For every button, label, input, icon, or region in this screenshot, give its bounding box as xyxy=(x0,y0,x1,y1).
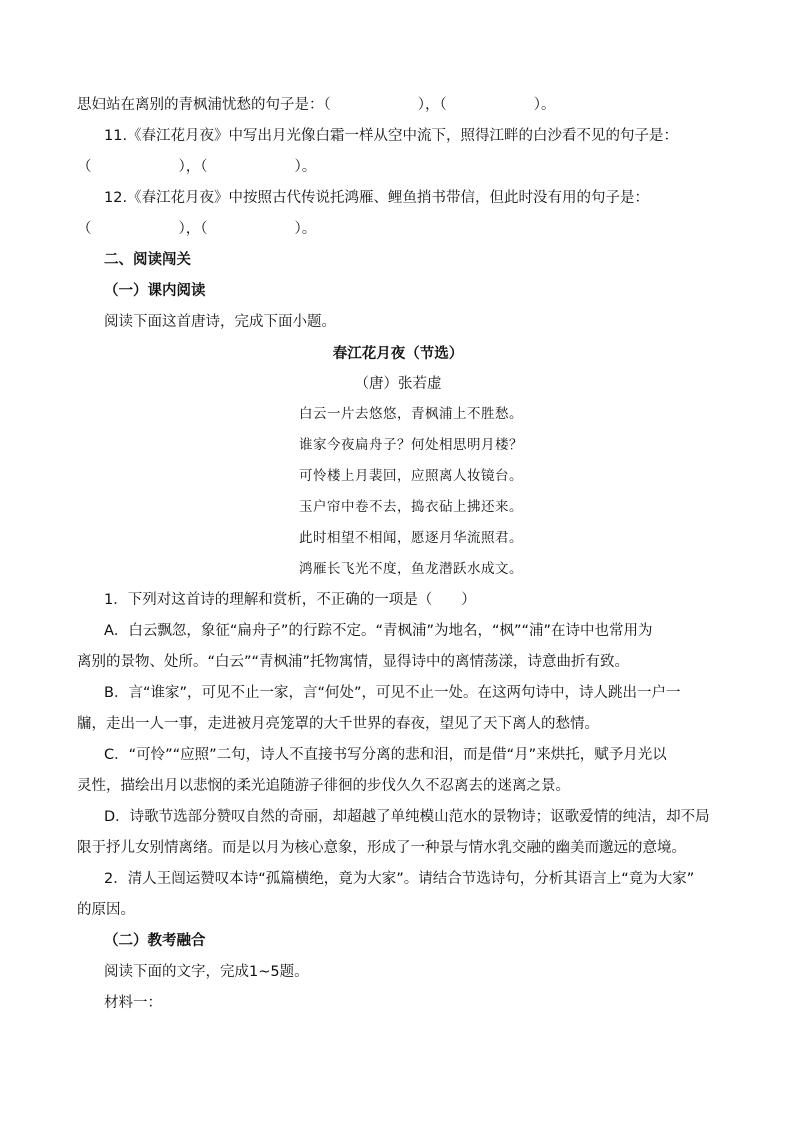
poem-body xyxy=(77,399,719,585)
question-2-continuation: 的原因。 xyxy=(77,902,135,918)
option-a: A．白云飘忽，象征“扁舟子”的行踪不定。“青枫浦”为地名，“枫”“浦”在诗中也常用为 xyxy=(104,623,653,639)
poem-line: 谁家今夜扁舟子？何处相思明月楼？ xyxy=(299,437,523,453)
option-c-continuation: 灵性，描绘出月以悲悯的柔光追随游子徘徊的步伐久久不忍离去的迷离之景。 xyxy=(77,778,570,794)
fill-question-11-blanks: （ ），（ ）。 xyxy=(77,159,317,175)
section-heading: 二、阅读闯关 xyxy=(104,252,191,268)
question-1: 1．下列对这首诗的理解和赏析，不正确的一项是（ ） xyxy=(104,592,476,608)
reading-instruction: 阅读下面这首唐诗，完成下面小题。 xyxy=(104,314,336,330)
option-c: C．“可怜”“应照”二句，诗人不直接书写分离的悲和泪，而是借“月”来烘托，赋予月光以 xyxy=(104,747,667,763)
option-d-continuation: 限于抒儿女别情离绪。而是以月为核心意象，形成了一种景与情水乳交融的幽美而邈远的意境。 xyxy=(77,840,686,856)
poem-line: 白云一片去悠悠，青枫浦上不胜愁。 xyxy=(299,406,523,422)
material-label: 材料一： xyxy=(104,995,162,1011)
page-content xyxy=(77,90,719,1019)
option-b: B．言“谁家”，可见不止一家，言“何处”，可见不止一处。在这两句诗中，诗人跳出一户一 xyxy=(104,685,681,701)
option-b-continuation: 牖，走出一人一事，走进被月亮笼罩的大千世界的春夜，望见了天下离人的愁情。 xyxy=(77,716,599,732)
subsection-heading-2: （二）教考融合 xyxy=(104,933,206,949)
poem-author: （唐）张若虚 xyxy=(354,376,442,392)
option-d: D．诗歌节选部分赞叹自然的奇丽，却超越了单纯模山范水的景物诗；讴歌爱情的纯洁，却不局 xyxy=(104,809,710,825)
subsection-heading-1: （一）课内阅读 xyxy=(104,283,206,299)
fill-question-10-continuation: 思妇站在离别的青枫浦忧愁的句子是：（ ），（ ）。 xyxy=(77,97,556,113)
fill-question-11: 11.《春江花月夜》中写出月光像白霜一样从空中流下，照得江畔的白沙看不见的句子是： xyxy=(104,128,679,144)
fill-question-12: 12.《春江花月夜》中按照古代传说托鸿雁、鲤鱼捎书带信，但此时没有用的句子是： xyxy=(104,190,650,206)
reading-instruction-2: 阅读下面的文字，完成1~5题。 xyxy=(104,964,309,980)
fill-question-12-blanks: （ ），（ ）。 xyxy=(77,221,317,237)
poem-line: 玉户帘中卷不去，捣衣砧上拂还来。 xyxy=(299,499,523,515)
poem-line: 鸿雁长飞光不度，鱼龙潜跃水成文。 xyxy=(299,561,523,577)
question-2: 2．清人王闿运赞叹本诗“孤篇横绝，竟为大家”。请结合节选诗句，分析其语言上“竟为大家” xyxy=(104,871,695,887)
poem-title: 春江花月夜（节选） xyxy=(332,346,464,362)
option-a-continuation: 离别的景物、处所。“白云”“青枫浦”托物寓情，显得诗中的离情荡漾，诗意曲折有致。 xyxy=(77,654,630,670)
poem-line: 可怜楼上月裴回，应照离人妆镜台。 xyxy=(299,468,523,484)
poem-line: 此时相望不相闻，愿逐月华流照君。 xyxy=(299,530,523,546)
